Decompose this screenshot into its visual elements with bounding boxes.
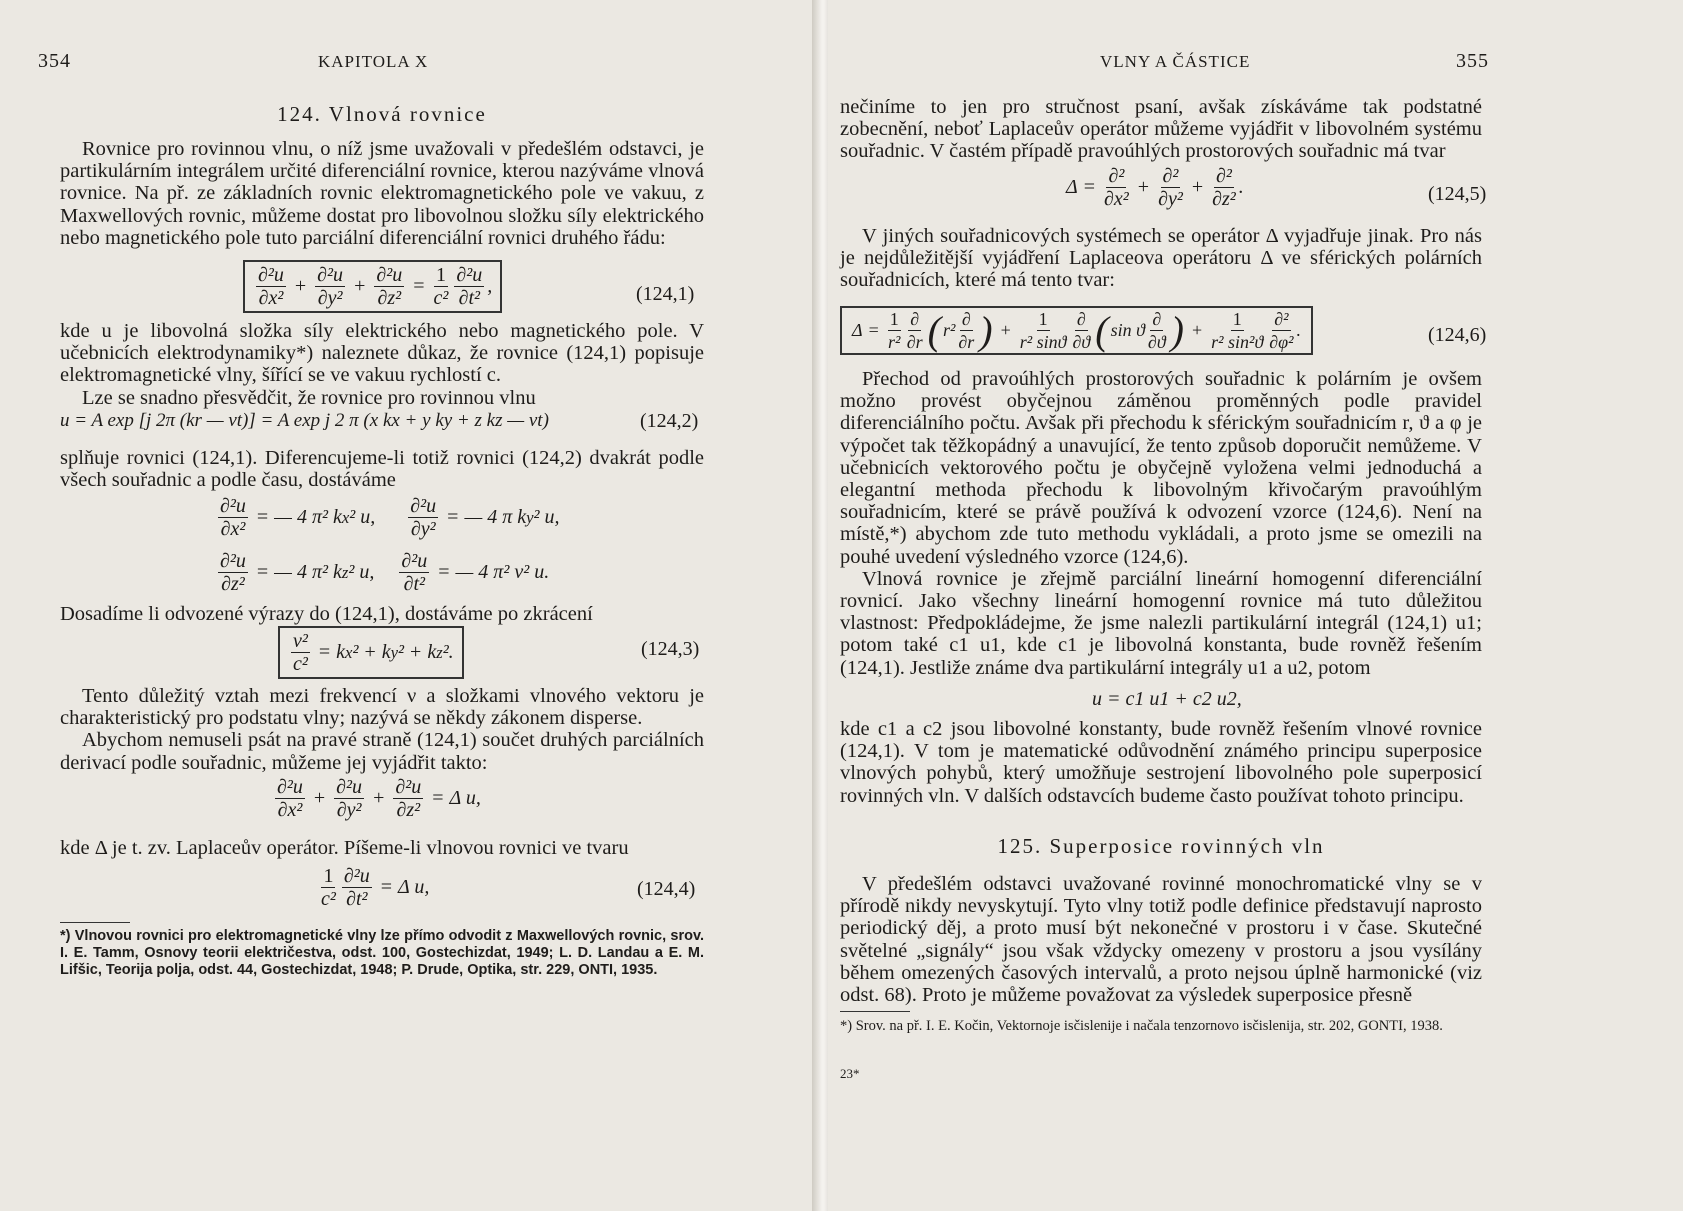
text-block	[840, 718, 1482, 807]
text-block	[60, 447, 704, 491]
equation-derivatives-zt: $\frac{\text{∂²u}}{\text{∂z²}}$ = — 4 π² k z ² u, $\frac{\text{∂²u}}{\text{∂t²}}$ = — 4 π² ν² u.	[220, 550, 550, 595]
equation-number: (124,3)	[641, 638, 700, 660]
running-head: KAPITOLA X	[318, 52, 429, 71]
equation-box: Δ = $\frac{1}{\text{r²}}$ $\frac{\partial}{\partial r}$ ( r² $\frac{\partial}{\partial r}$ ) + $\frac{1}{\text{r² sinϑ}}$ $\frac{\partial}{\partial ϑ}$ ( sin ϑ $\frac{\partial}{\partial ϑ}$ ) + $\frac{1}{\text{r² sin²ϑ}}$ $\frac{\text{∂²}}{\text{∂φ²}}$ .	[840, 306, 1313, 355]
right-page	[828, 0, 1683, 1211]
footnote: *) Srov. na př. I. E. Kočin, Vektornoje isčislenije i načala tenzornovo isčislenija, str. 202, GONTI, 1938.	[840, 1018, 1443, 1034]
equation-124-2: u = A exp [j 2π (kr — νt)] = A exp j 2 π (x kx + y ky + z kz — νt)	[60, 410, 549, 431]
equation-124-3	[278, 626, 464, 679]
equation-number: (124,4)	[637, 878, 696, 900]
paragraph: Dosadíme li odvozené výrazy do (124,1), dostáváme po zkrácení	[60, 603, 593, 625]
page-number: 355	[1456, 50, 1489, 72]
paragraph: kde Δ je t. zv. Laplaceův operátor. Píšeme-li vlnovou rovnici ve tvaru	[60, 837, 629, 859]
paragraph: Vlnová rovnice je zřejmě parciální lineární homogenní diferenciální rovnicí. Jako všechny lineární homogenní rovnice má tuto důležitou vlastnost: Předpokládejme, že jsme nalezli partikulární integrál (124,1) u1; potom také c1 u1, kde c1 je libovolná konstanta, bude rovněž řešením (124,1). Jestliže známe dva partikulární integrály u1 a u2, potom	[840, 567, 1482, 679]
running-head: VLNY A ČÁSTICE	[1100, 52, 1251, 71]
paragraph: kde u je libovolná složka síly elektrického nebo magnetického pole. V učebnicích elektrodynamiky*) naleznete důkaz, že rovnice (124,1) popisuje elektromagnetické vlny, šířící se ve vakuu rychlostí c.	[60, 320, 704, 387]
text-block	[840, 96, 1482, 163]
equation-number: (124,2)	[640, 410, 699, 432]
paragraph: kde c1 a c2 jsou libovolné konstanty, bude rovněž řešením vlnové rovnice (124,1). V tom je matematické odůvodnění známého principu superposice vlnových pohybů, který umožňuje sestrojení libovolného pole superposicí rovinných vln. V dalších odstavcích budeme často používat tohoto principu.	[840, 718, 1482, 807]
paragraph: Lze se snadno přesvědčit, že rovnice pro rovinnou vlnu	[82, 386, 536, 409]
section-124	[60, 103, 704, 125]
footnote-block	[60, 928, 704, 979]
equation-124-4: $\frac{1}{\text{c²}}$ $\frac{\text{∂²u}}{\text{∂t²}}$ = Δ u,	[321, 865, 430, 910]
equation-superposition: u = c1 u1 + c2 u2,	[1092, 688, 1242, 710]
equation-laplacian: $\frac{\text{∂²u}}{\text{∂x²}}$ + $\frac{\text{∂²u}}{\text{∂y²}}$ + $\frac{\text{∂²u}}{\text{∂z²}}$ = Δ u,	[277, 776, 481, 821]
equation-number: (124,5)	[1428, 183, 1487, 205]
equation-124-6	[840, 306, 1313, 355]
paragraph: Tento důležitý vztah mezi frekvencí ν a složkami vlnového vektoru je charakteristický pro podstatu vlny; nazývá se někdy zákonem disperse.	[60, 685, 704, 730]
paragraph: splňuje rovnici (124,1). Diferencujeme-li totiž rovnici (124,2) dvakrát podle všech souřadnic a podle času, dostáváme	[60, 447, 704, 492]
text-block	[840, 873, 1482, 1006]
footnote: *) Vlnovou rovnici pro elektromagnetické vlny lze přímo odvodit z Maxwellových rovnic, srov. I. E. Tamm, Osnovy teorii električestva, odst. 100, Gostechizdat, 1949; L. D. Landau a E. M. Lifšic, Teorija polja, odst. 44, Gostechizdat, 1948; P. Drude, Optika, str. 229, ONTI, 1935.	[60, 928, 704, 978]
equation-box: $\frac{\text{∂²u}}{\text{∂x²}}$ + $\frac{\text{∂²u}}{\text{∂y²}}$ + $\frac{\text{∂²u}}{\text{∂z²}}$ = $\frac{1}{\text{c²}}$ $\frac{\text{∂²u}}{\text{∂t²}}$ ,	[243, 260, 502, 313]
equation-124-5: Δ = $\frac{\text{∂²}}{\text{∂x²}}$ + $\frac{\text{∂²}}{\text{∂y²}}$ + $\frac{\text{∂²}}{\text{∂z²}}$ .	[1066, 165, 1244, 210]
footnote-rule	[840, 1011, 910, 1012]
text-block	[60, 138, 704, 249]
equation-derivatives-xy: $\frac{\text{∂²u}}{\text{∂x²}}$ = — 4 π² k x ² u, $\frac{\text{∂²u}}{\text{∂y²}}$ = — 4 π k y ² u,	[220, 495, 560, 540]
footnote-block	[840, 1018, 1482, 1035]
equation-box: $\frac{\text{ν²}}{\text{c²}}$ = k x ² + k y ² + k z ².	[278, 626, 464, 679]
page-number: 354	[38, 50, 71, 72]
equation-124-1	[243, 260, 502, 313]
section-125	[840, 835, 1482, 857]
text-block	[60, 685, 704, 774]
paragraph: Abychom nemuseli psát na pravé straně (124,1) součet druhých parciálních derivací podle souřadnic, můžeme jej vyjádřit takto:	[60, 729, 704, 774]
text-block	[60, 603, 704, 625]
paragraph: V jiných souřadnicových systémech se operátor Δ vyjadřuje jinak. Pro nás je nejdůležitější vyjádření Laplaceova operátoru Δ ve sférických polárních souřadnicích, které má tento tvar:	[840, 225, 1482, 292]
section-title: 124. Vlnová rovnice	[277, 102, 487, 126]
paragraph: V předešlém odstavci uvažované rovinné monochromatické vlny se v přírodě nikdy nevyskytují. Tyto vlny totiž podle definice představují naprosto periodický děj, a proto musí být nekonečné v prostoru i v čase. Skutečné světelné „signály“ jsou však vždycky omezeny v prostoru a jsou vysílány během omezených časových intervalů, a proto nejsou úplně harmonické (viz odst. 68). Proto je můžeme považovat za výsledek superposice přesně	[840, 873, 1482, 1007]
equation-number: (124,6)	[1428, 324, 1487, 346]
text-block	[60, 320, 704, 409]
paragraph: Přechod od pravoúhlých prostorových souřadnic k polárním je ovšem možno provést obyčejnou záměnou proměnných podle pravidel diferenciálního počtu. Avšak při přechodu k sférickým souřadnicím r, ϑ a φ je výpočet tak těžkopádný a unavující, že tento způsob doporučit nemůžeme. V učebnicích vektorového počtu je obyčejně vyložena velmi jednoduchá a elegantní methoda přechodu k libovolným křivočarým pravoúhlým souřadnicím, které se právě používá k odvození vzorce (124,6). Není na místě,*) abychom zde tuto methodu vykládali, a proto jsme se omezili na pouhé uvedení výsledného vzorce (124,6).	[840, 368, 1482, 568]
signature-mark: 23*	[840, 1066, 860, 1081]
section-title: 125. Superposice rovinných vln	[997, 834, 1325, 858]
text-block	[840, 225, 1482, 292]
equation-number: (124,1)	[636, 283, 695, 305]
footnote-rule	[60, 922, 130, 923]
paragraph: nečiníme to jen pro stručnost psaní, avšak získáváme tak podstatné zobecnění, neboť Laplaceův operátor můžeme vyjádřit v libovolném systému souřadnic. V častém případě pravoúhlých prostorových souřadnic má tvar	[840, 96, 1482, 163]
paragraph: Rovnice pro rovinnou vlnu, o níž jsme uvažovali v předešlém odstavci, je partikulárním integrálem určité diferenciální rovnice, kterou nazýváme vlnová rovnice. Na př. ze základních rovnic elektromagnetického pole ve vakuu, z Maxwellových rovnic, můžeme dostat pro libovolnou složku síly elektrického nebo magnetického pole tuto parciální diferenciální rovnici druhého řádu:	[60, 138, 704, 249]
text-block	[60, 837, 704, 859]
left-page	[0, 0, 816, 1211]
text-block	[840, 368, 1482, 679]
